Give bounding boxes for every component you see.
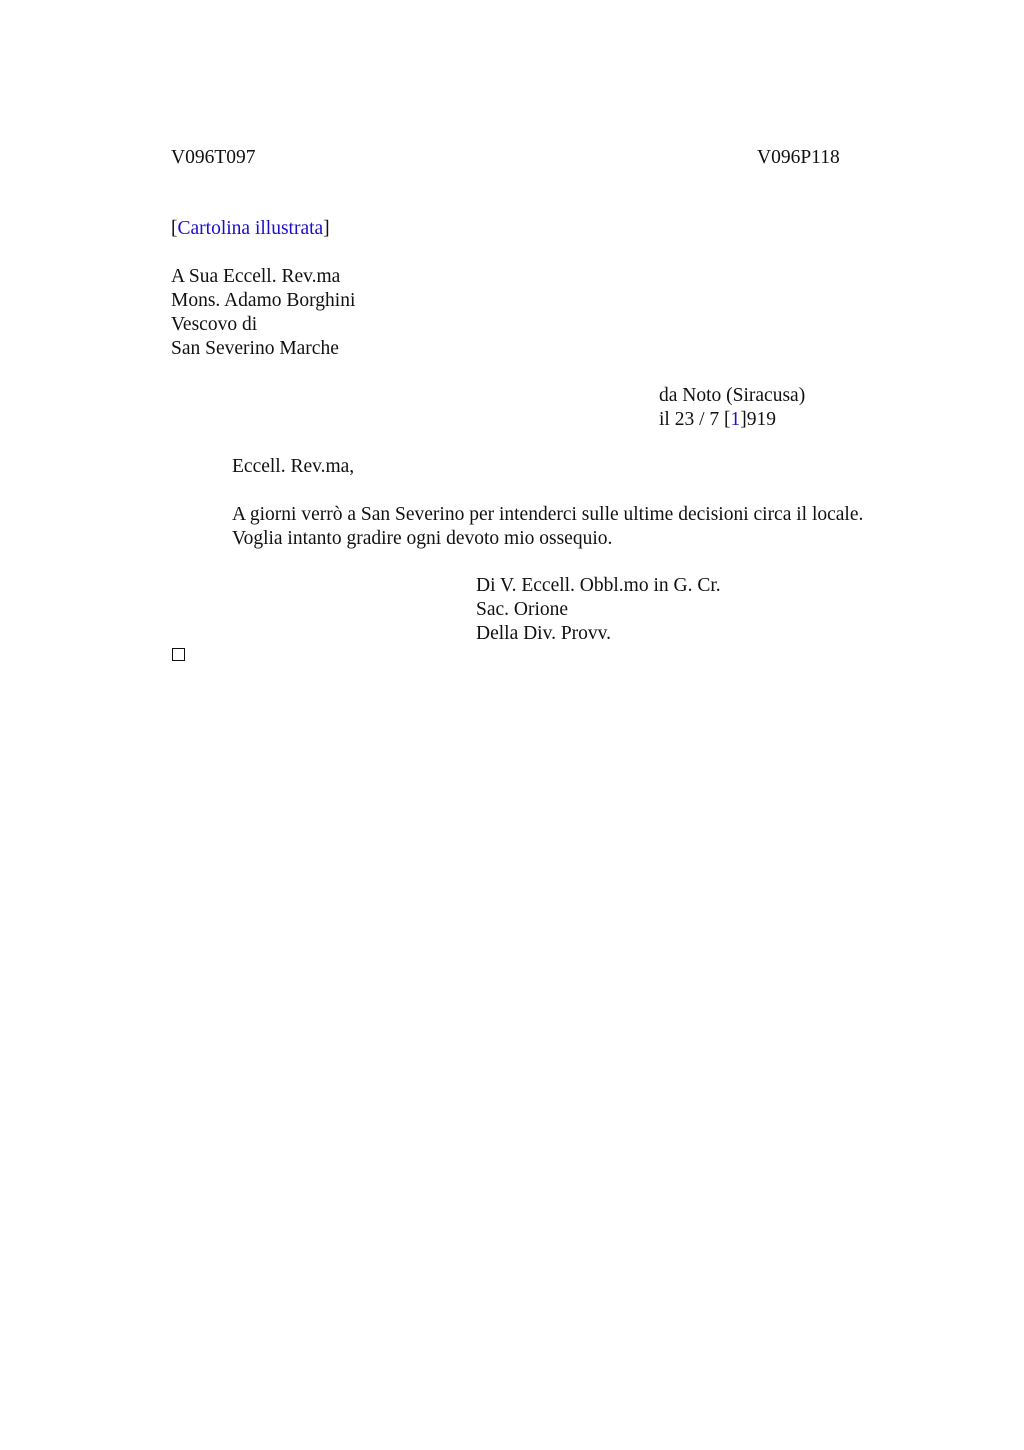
date-note-link[interactable]: 1: [730, 409, 741, 430]
recipient-line: San Severino Marche: [171, 338, 339, 359]
letter-body: [232, 503, 863, 551]
recipient-line: A Sua Eccell. Rev.ma: [171, 266, 341, 287]
signature-line: Di V. Eccell. Obbl.mo in G. Cr.: [476, 575, 721, 596]
place-date: [659, 384, 805, 432]
bracket-close: ]: [323, 218, 330, 239]
document-code-right: V096P118: [757, 147, 840, 168]
document-type-note: [171, 217, 330, 241]
bracket-open: [: [171, 218, 178, 239]
document-code-left: V096T097: [171, 147, 256, 168]
empty-square-icon: [172, 648, 185, 661]
place: da Noto (Siracusa): [659, 385, 806, 406]
body-line: A giorni verrò a San Severino per intenderci sulle ultime decisioni circa il locale.: [232, 504, 864, 525]
date: [659, 408, 805, 432]
signature-line: Sac. Orione: [476, 599, 569, 620]
recipient-line: Mons. Adamo Borghini: [171, 290, 356, 311]
recipient-line: Vescovo di: [171, 314, 258, 335]
signature: [476, 574, 721, 646]
date-prefix: il 23 / 7 [: [659, 409, 731, 430]
date-suffix: ]919: [740, 409, 776, 430]
salutation: Eccell. Rev.ma,: [232, 456, 355, 477]
signature-line: Della Div. Provv.: [476, 623, 612, 644]
document-type-link[interactable]: Cartolina illustrata: [177, 218, 324, 239]
recipient-address: [171, 265, 355, 361]
body-line: Voglia intanto gradire ogni devoto mio ossequio.: [232, 528, 613, 549]
